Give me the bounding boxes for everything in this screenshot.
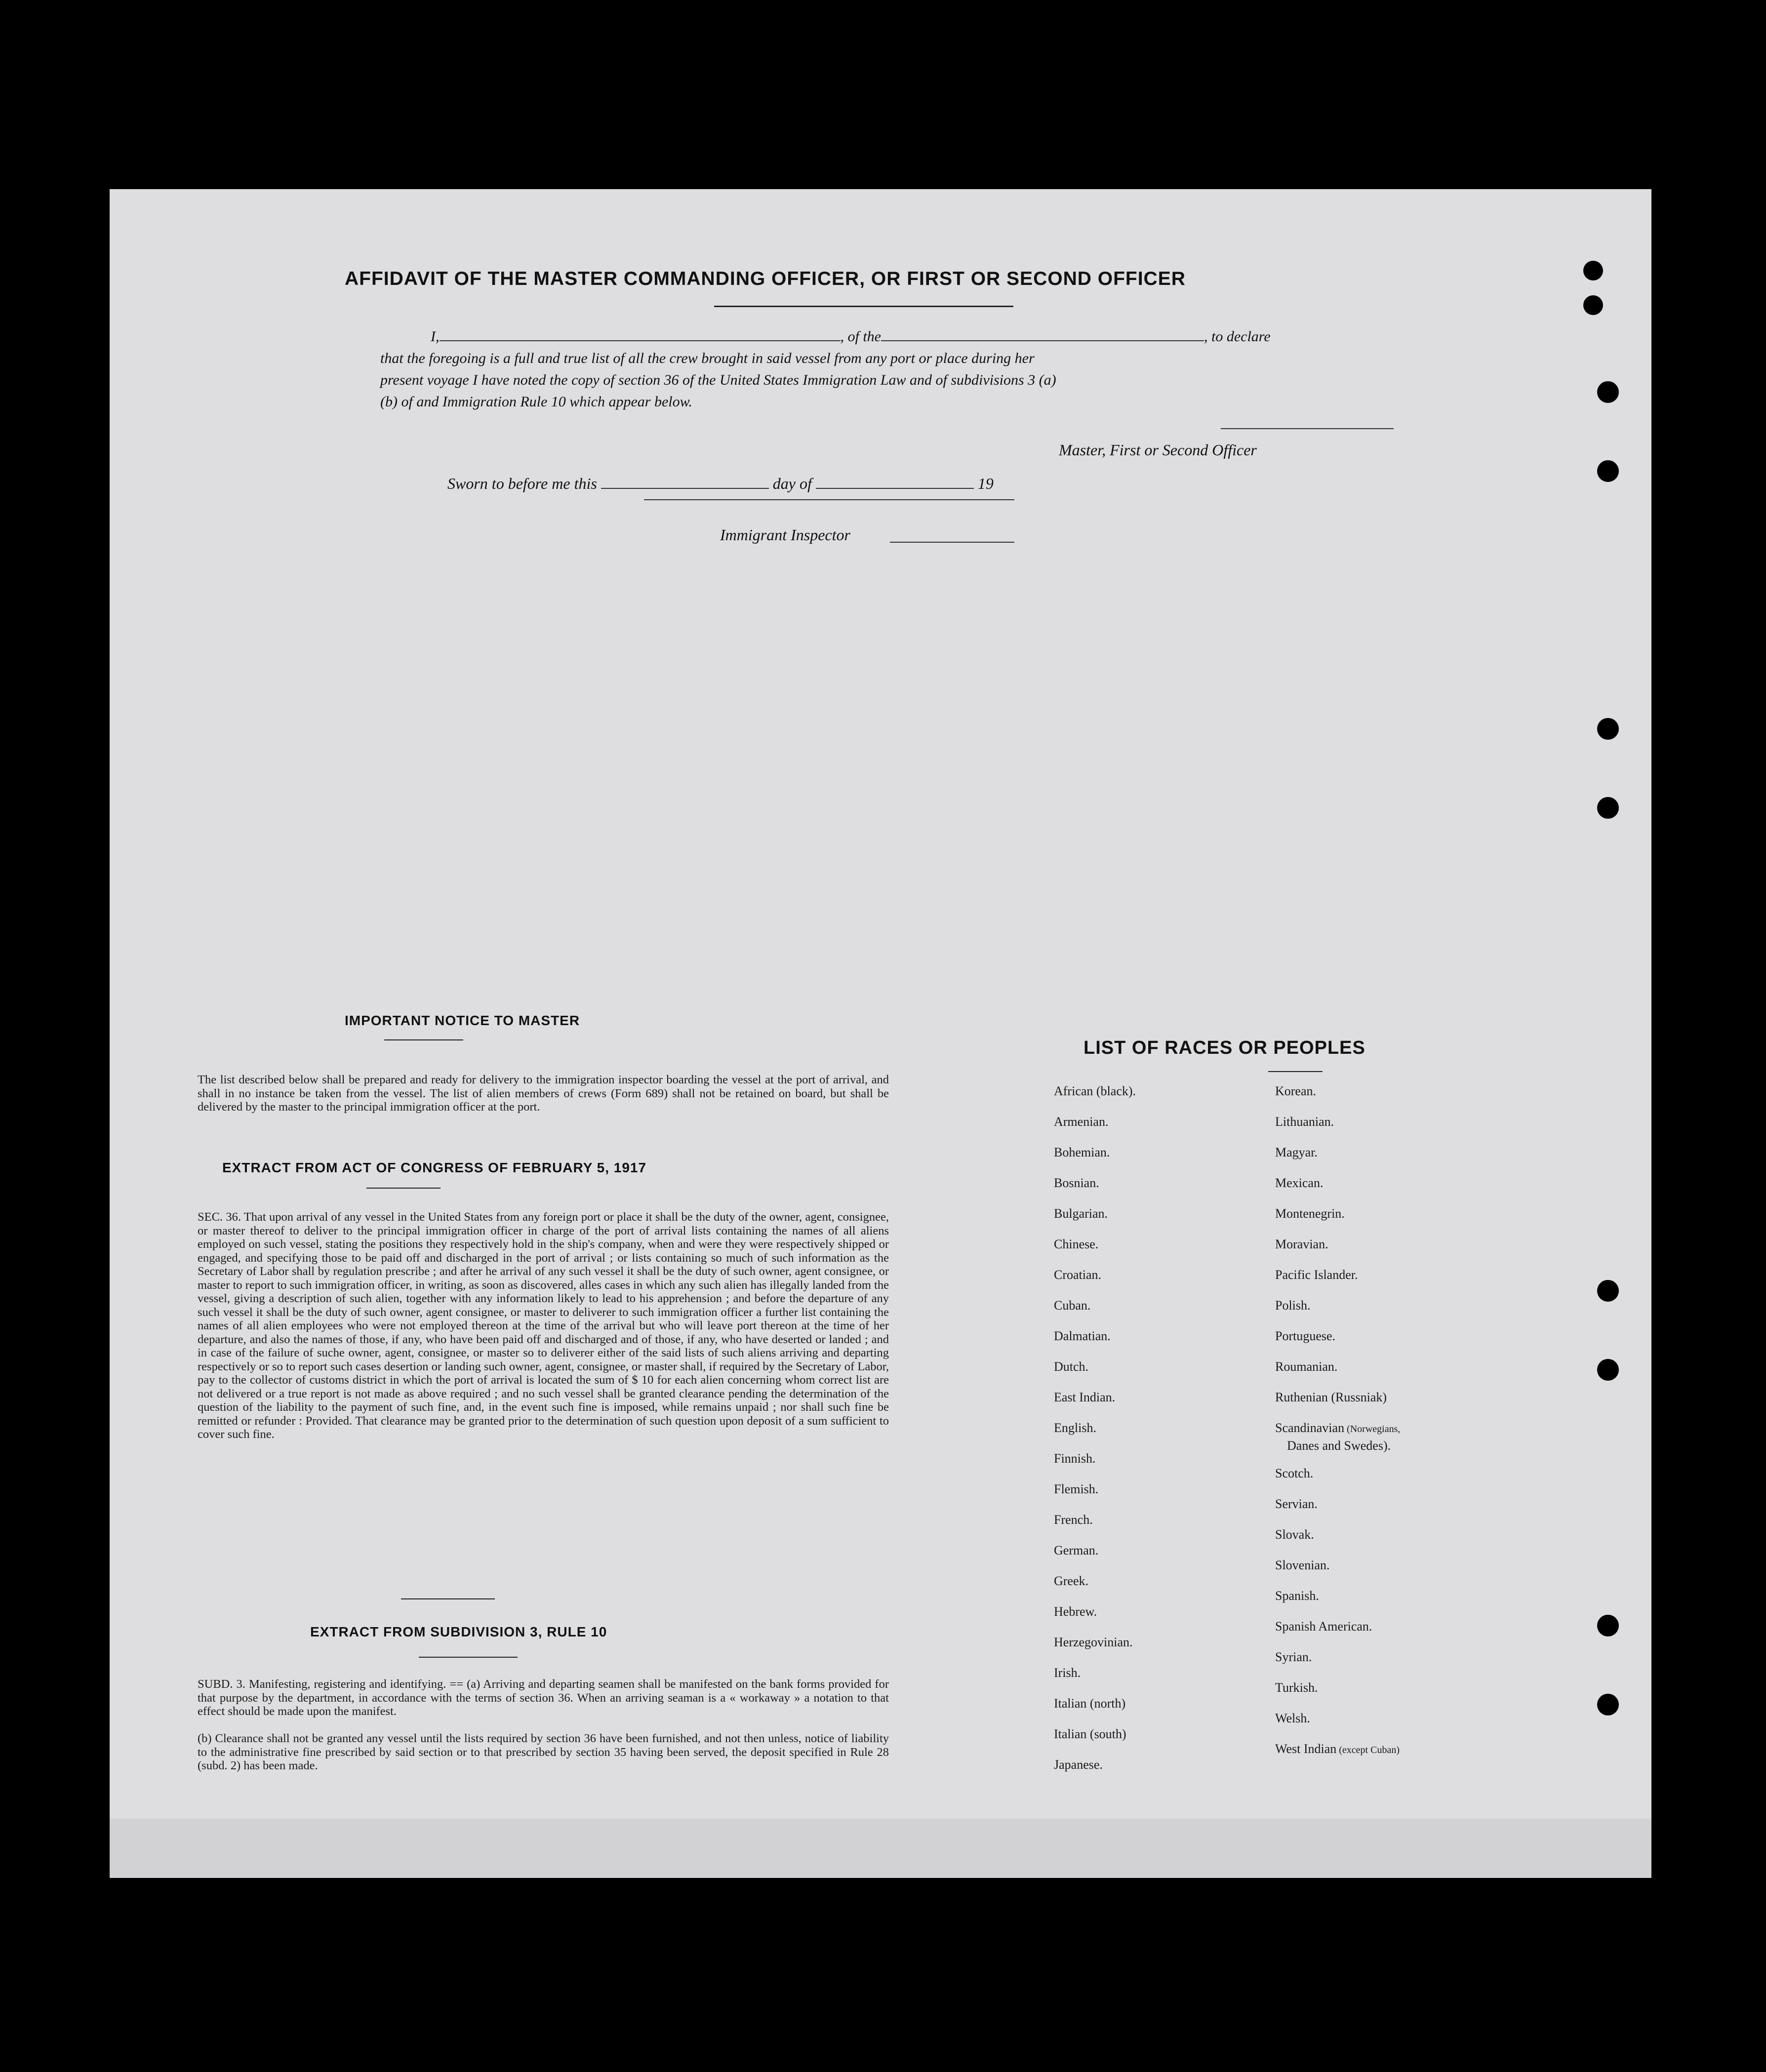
race-item: Danes and Swedes).: [1287, 1438, 1391, 1453]
race-item: Flemish.: [1054, 1482, 1099, 1496]
affidavit-title: AFFIDAVIT OF THE MASTER COMMANDING OFFICER, OR FIRST OR SECOND OFFICER: [345, 268, 1186, 289]
affidavit-line-2: that the foregoing is a full and true list of all the crew brought in said vessel from any port or place during her: [380, 350, 1035, 366]
race-item: Servian.: [1275, 1497, 1318, 1511]
sworn-label: Sworn to before me this: [447, 475, 597, 492]
act-extract-end-rule: [401, 1598, 495, 1599]
notice-body: The list described below shall be prepared and ready for delivery to the immigration inspector boarding the vessel at the port of arrival, and shall in no instance be taken from the vessel. The list of alien members of crews (Form 689) shall not be retained on board, but shall be delivered by the master to the principal immigration officer at the port.: [198, 1073, 889, 1114]
race-item: Scotch.: [1275, 1466, 1314, 1480]
race-item: Syrian.: [1275, 1650, 1312, 1664]
race-item: Bulgarian.: [1054, 1206, 1108, 1221]
race-item: Montenegrin.: [1275, 1206, 1345, 1221]
binder-hole: [1597, 1615, 1619, 1636]
binder-hole: [1597, 1359, 1619, 1381]
race-item: Pacific Islander.: [1275, 1268, 1358, 1282]
races-title: LIST OF RACES OR PEOPLES: [1084, 1037, 1365, 1058]
race-item: Polish.: [1275, 1298, 1311, 1313]
affidavit-of-the: , of the: [840, 328, 881, 345]
affidavit-line-1: [431, 328, 1271, 345]
race-item: Moravian.: [1275, 1237, 1328, 1251]
race-item: Scandinavian (Norwegians,: [1275, 1421, 1401, 1435]
race-item: Slovenian.: [1275, 1558, 1330, 1572]
sworn-month-blank[interactable]: [816, 488, 974, 489]
race-item: Slovak.: [1275, 1527, 1314, 1542]
race-item: Chinese.: [1054, 1237, 1099, 1251]
races-title-rule: [1268, 1071, 1323, 1072]
race-item: German.: [1054, 1543, 1099, 1557]
affidavit-line-3: present voyage I have noted the copy of section 36 of the United States Immigration Law and of subdivisions 3 (a): [380, 372, 1056, 388]
race-item: Roumanian.: [1275, 1359, 1338, 1374]
race-item: Dutch.: [1054, 1359, 1089, 1374]
race-item: Magyar.: [1275, 1145, 1318, 1159]
race-item: Greek.: [1054, 1574, 1089, 1588]
sworn-line: [447, 475, 994, 493]
race-item: Hebrew.: [1054, 1604, 1097, 1619]
inspector-signature-line-1[interactable]: [644, 499, 1014, 500]
race-item: Cuban.: [1054, 1298, 1091, 1313]
race-item: Portuguese.: [1275, 1329, 1336, 1343]
binder-hole: [1583, 295, 1603, 315]
race-item: Finnish.: [1054, 1451, 1096, 1466]
scandinavian-note: (Norwegians,: [1344, 1424, 1401, 1434]
race-item: Armenian.: [1054, 1115, 1109, 1129]
race-item: West Indian (except Cuban): [1275, 1742, 1400, 1756]
race-item: Italian (south): [1054, 1727, 1126, 1741]
sheet-bottom-band: [110, 1819, 1651, 1878]
affidavit-line-4: (b) of and Immigration Rule 10 which appear below.: [380, 394, 692, 410]
sworn-day-blank[interactable]: [601, 488, 769, 489]
signature-label: Master, First or Second Officer: [1059, 441, 1257, 459]
day-of-label: day of: [772, 475, 812, 492]
binder-hole: [1597, 1280, 1619, 1302]
signature-line[interactable]: [1221, 428, 1394, 429]
race-item: Mexican.: [1275, 1176, 1324, 1190]
race-item: Korean.: [1275, 1084, 1317, 1098]
vessel-blank[interactable]: [881, 340, 1204, 341]
race-item: Turkish.: [1275, 1680, 1318, 1695]
rule-extract-body-b: (b) Clearance shall not be granted any vessel until the lists required by section 36 have been furnished, and not then unless, notice of liability to the administrative fine prescribed by said section or to that prescribed by section 35 having been served, the deposit specified in Rule 28 (subd. 2) has been made.: [198, 1732, 889, 1772]
race-item: Welsh.: [1275, 1711, 1310, 1725]
race-item: Dalmatian.: [1054, 1329, 1111, 1343]
act-extract-body: SEC. 36. That upon arrival of any vessel in the United States from any foreign port or place it shall be the duty of the owner, agent, consignee, or master thereof to deliver to the principal immigration officer in charge of the port of arrival lists containing the names of all aliens employed on such vessel, stating the positions they respectively hold in the ship's company, when and were they were respectively shipped or engaged, and specifying those to be paid off and discharged in the port of arrival ; or lists containing so much of such information as the Secretary of Labor shall by regulation prescribe ; and after he arrival of any such vessel it shall be the duty of such owner, agent consignee, or master to report to such immigration officer, in writing, as soon as discovered, alles cases in which any such alien has illegally landed from the vessel, giving a description of such alien, together with any information likely to lead to his apprehension ; and before the departure of any such vessel it shall be the duty of such owner, agent consignee, or master to deliverer to such immigration officer a further list containing the names of all alien employees who were not employed thereon at the time of the arrival but who will leave port thereon at the time of her departure, and also the names of those, if any, who have been paid off and discharged and of those, if any, who have deserted or landed ; and in case of the failure of suche owner, agent, consignee, or master so to deliverer either of the said lists of such aliens arriving and departing respectively or so to report such cases desertion or landing such owner, agent, consignee, or master shall, if required by the Secretary of Labor, pay to the collector of customs district in which the port of arrival is located the sum of $ 10 for each alien concerning whom correct list are not delivered or a true report is not made as above required ; and no such vessel shall be granted clearance pending the determination of the question of the liability to the payment of such fine, and, in the event such fine is imposed, while remains unpaid ; nor shall such fine be remitted or refunder : Provided. That clearance may be granted prior to the determination of such question upon deposit of a sum sufficient to cover such fine.: [198, 1210, 889, 1441]
binder-hole: [1597, 460, 1619, 482]
west-indian-note: (except Cuban): [1336, 1745, 1400, 1755]
binder-hole: [1597, 381, 1619, 403]
notice-title-rule: [384, 1039, 463, 1040]
race-item: Spanish American.: [1275, 1619, 1372, 1634]
race-item: English.: [1054, 1421, 1096, 1435]
race-item: Lithuanian.: [1275, 1115, 1334, 1129]
affidavit-to-declare: , to declare: [1204, 328, 1271, 345]
race-item: Italian (north): [1054, 1696, 1126, 1711]
race-item: Bohemian.: [1054, 1145, 1110, 1159]
rule-extract-body-a: SUBD. 3. Manifesting, registering and identifying. == (a) Arriving and departing seamen shall be manifested on the bank forms provided for that purpose by the department, in accordance with the terms of section 36. When an arriving seaman is a « workaway » a notation to that effect should be made upon the manifest.: [198, 1677, 889, 1718]
binder-hole: [1597, 1694, 1619, 1715]
rule-extract-rule: [419, 1657, 518, 1658]
race-item: Herzegovinian.: [1054, 1635, 1133, 1649]
race-item: Irish.: [1054, 1666, 1081, 1680]
binder-hole: [1597, 718, 1619, 740]
race-item: Croatian.: [1054, 1268, 1102, 1282]
race-item: French.: [1054, 1513, 1093, 1527]
rule-extract-title: EXTRACT FROM SUBDIVISION 3, RULE 10: [310, 1624, 607, 1639]
notice-title: IMPORTANT NOTICE TO MASTER: [345, 1013, 580, 1028]
race-item: East Indian.: [1054, 1390, 1116, 1404]
affidavit-i: I,: [431, 328, 440, 345]
name-blank[interactable]: [440, 340, 841, 341]
act-extract-rule: [366, 1188, 441, 1189]
document-sheet: [110, 189, 1651, 1878]
race-item: Spanish.: [1275, 1589, 1319, 1603]
act-extract-title: EXTRACT FROM ACT OF CONGRESS OF FEBRUARY 5, 1917: [222, 1160, 647, 1175]
race-item: Japanese.: [1054, 1757, 1103, 1772]
affidavit-title-rule: [714, 306, 1013, 307]
race-item: Bosnian.: [1054, 1176, 1099, 1190]
year-label: 19: [977, 475, 994, 492]
binder-hole: [1583, 261, 1603, 280]
inspector-label: Immigrant Inspector: [720, 526, 850, 544]
binder-hole: [1597, 797, 1619, 819]
race-item: African (black).: [1054, 1084, 1136, 1098]
inspector-signature-line-2[interactable]: [890, 542, 1014, 543]
race-item: Ruthenian (Russniak): [1275, 1390, 1387, 1404]
